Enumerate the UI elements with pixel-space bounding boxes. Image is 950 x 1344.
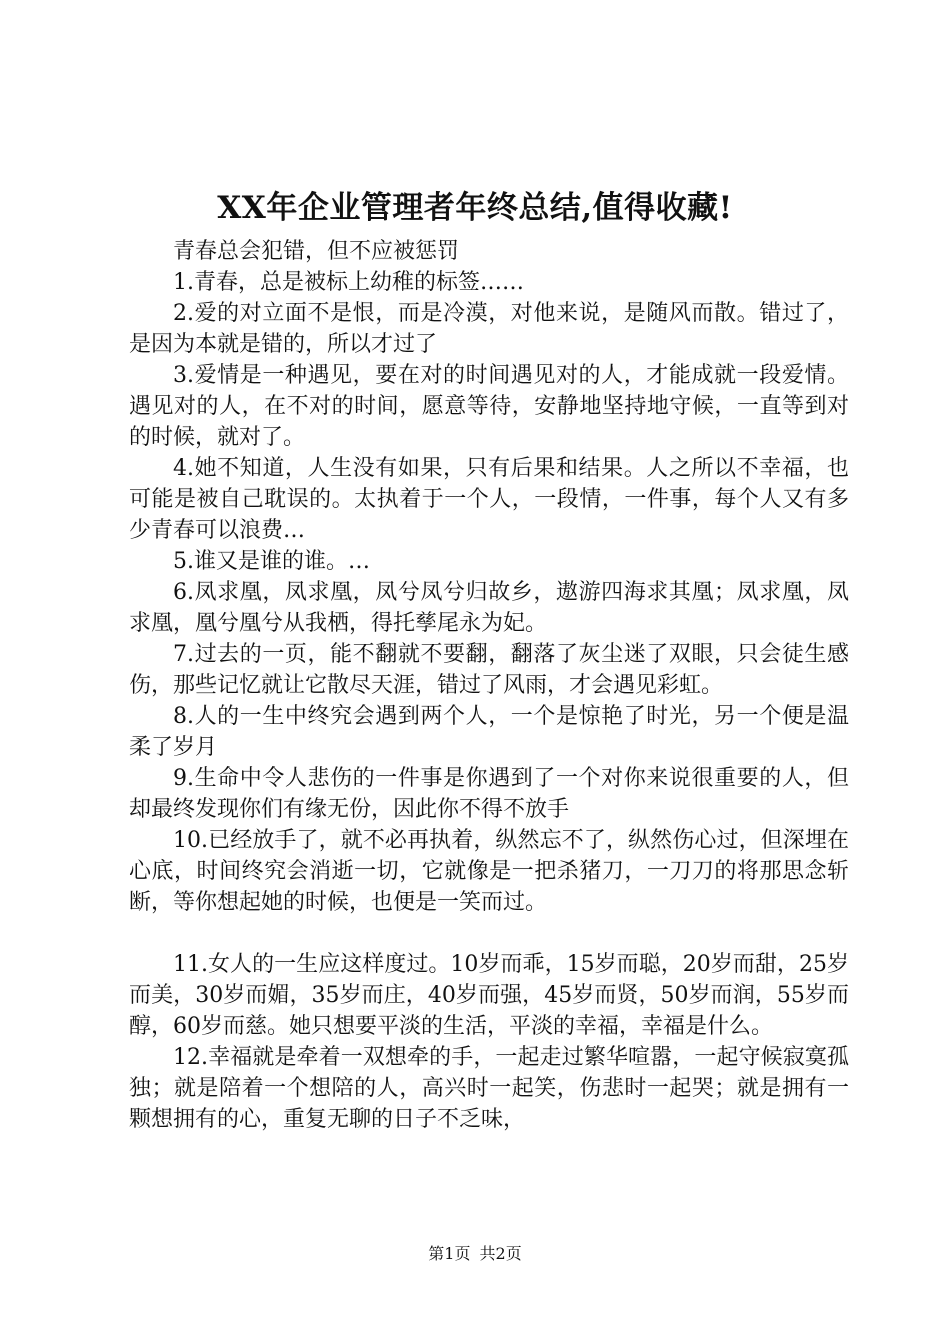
paragraph-9: 9.生命中令人悲伤的一件事是你遇到了一个对你来说很重要的人，但却最终发现你们有缘无份，因此你不得不放手	[129, 766, 849, 822]
paragraph-8: 8.人的一生中终究会遇到两个人，一个是惊艳了时光，另一个便是温柔了岁月	[129, 704, 849, 760]
paragraph-6: 6.凤求凰，凤求凰，凤兮凤兮归故乡，遨游四海求其凰；凤求凰，凤求凰，凰兮凰兮从我栖，得托孳尾永为妃。	[129, 580, 849, 636]
paragraph-5: 5.谁又是谁的谁。…	[173, 549, 370, 574]
document-body	[129, 236, 849, 1135]
page-total: 共2页	[479, 1244, 522, 1263]
page-number: 第1页	[428, 1244, 471, 1263]
paragraph-12: 12.幸福就是牵着一双想牵的手，一起走过繁华喧嚣，一起守候寂寞孤独；就是陪着一个想陪的人，高兴时一起笑，伤悲时一起哭；就是拥有一颗想拥有的心，重复无聊的日子不乏味，	[129, 1045, 849, 1132]
paragraph-11: 11.女人的一生应这样度过。10岁而乖，15岁而聪，20岁而甜，25岁而美，30岁而媚，35岁而庄，40岁而强，45岁而贤，50岁而润，55岁而醇，60岁而慈。她只想要平淡的生活，平淡的幸福，幸福是什么。	[129, 952, 849, 1039]
paragraph-2: 2.爱的对立面不是恨，而是冷漠，对他来说，是随风而散。错过了，是因为本就是错的，所以才过了	[129, 301, 849, 357]
paragraph-4: 4.她不知道，人生没有如果，只有后果和结果。人之所以不幸福，也可能是被自己耽误的。太执着于一个人，一段情，一件事，每个人又有多少青春可以浪费…	[129, 456, 849, 543]
paragraph-10: 10.已经放手了，就不必再执着，纵然忘不了，纵然伤心过，但深埋在心底，时间终究会消逝一切，它就像是一把杀猪刀，一刀刀的将那思念斩断，等你想起她的时候，也便是一笑而过。	[129, 828, 849, 915]
paragraph-3: 3.爱情是一种遇见，要在对的时间遇见对的人，才能成就一段爱情。遇见对的人，在不对的时间，愿意等待，安静地坚持地守候，一直等到对的时候，就对了。	[129, 363, 849, 450]
paragraph-intro: 青春总会犯错，但不应被惩罚	[173, 239, 460, 264]
page-footer	[0, 1243, 950, 1265]
paragraph-7: 7.过去的一页，能不翻就不要翻，翻落了灰尘迷了双眼，只会徒生感伤，那些记忆就让它散尽天涯，错过了风雨，才会遇见彩虹。	[129, 642, 849, 698]
document-title: XX年企业管理者年终总结,值得收藏!	[217, 190, 733, 226]
paragraph-1: 1.青春，总是被标上幼稚的标签……	[173, 270, 524, 295]
